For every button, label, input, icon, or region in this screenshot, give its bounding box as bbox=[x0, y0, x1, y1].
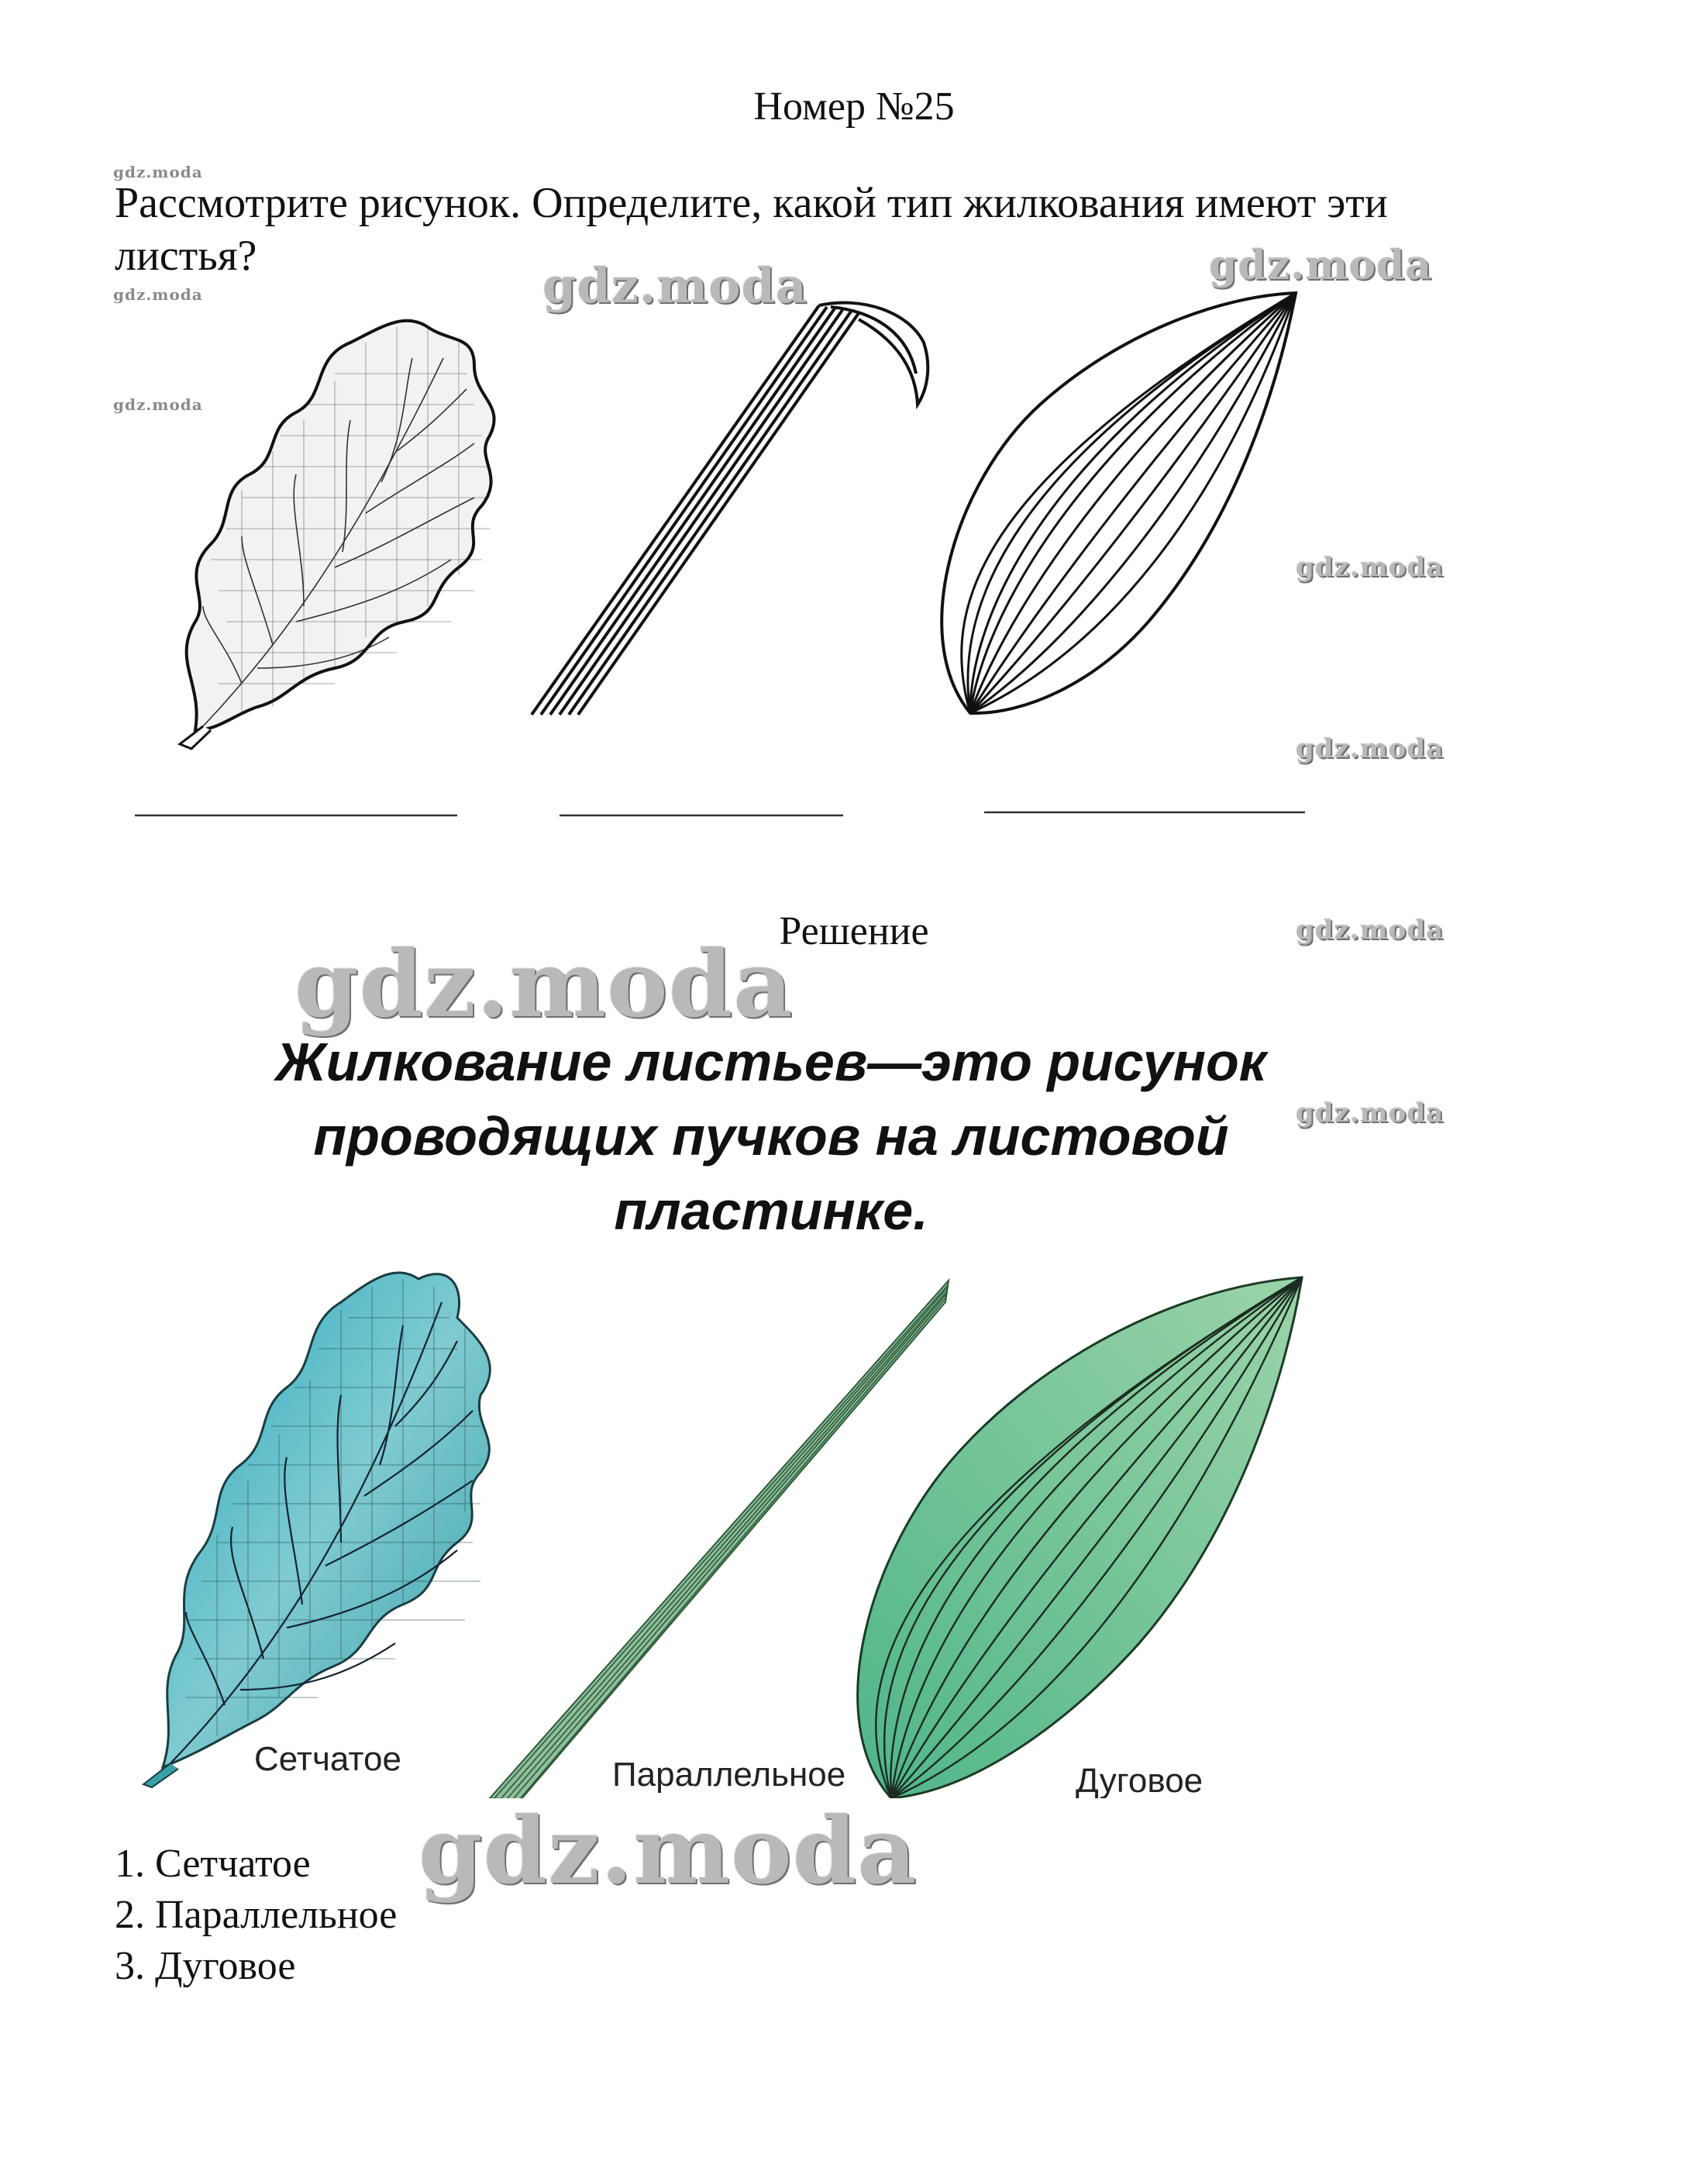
answer-item: 3. Дуговое bbox=[115, 1944, 296, 1988]
arc-veined-leaf-colored bbox=[858, 1277, 1302, 1798]
question-text: Рассмотрите рисунок. Определите, какой тип жилкования имеют эти листья? bbox=[115, 179, 1388, 280]
definition-text: Жилкование листьев—это рисунок проводящих пучков на листовой пластинке. bbox=[275, 1032, 1267, 1241]
watermark-small: gdz.moda bbox=[113, 395, 203, 414]
watermark-xlarge: gdz.moda bbox=[294, 930, 794, 1038]
net-veined-leaf-colored bbox=[143, 1273, 490, 1787]
watermark-medium: gdz.moda bbox=[1296, 733, 1445, 764]
watermark-small: gdz.moda bbox=[113, 163, 203, 181]
watermark-xlarge: gdz.moda bbox=[418, 1797, 918, 1904]
answer-item: 1. Сетчатое bbox=[115, 1842, 311, 1886]
leaf-label-arc: Дуговое bbox=[1076, 1762, 1204, 1798]
question-leaves-figure bbox=[118, 281, 1367, 853]
page-title: Номер №25 bbox=[753, 84, 955, 129]
watermark-medium: gdz.moda bbox=[1296, 552, 1445, 583]
arc-leaf-outline-drawing bbox=[942, 293, 1296, 713]
leaf-label-parallel: Параллельное bbox=[612, 1756, 846, 1794]
watermark-large: gdz.moda bbox=[542, 257, 808, 314]
answer-item: 2. Параллельное bbox=[115, 1893, 398, 1937]
leaf-label-net: Сетчатое bbox=[254, 1740, 401, 1778]
answers-list bbox=[115, 1839, 397, 1992]
answer-blank-lines bbox=[135, 812, 1305, 815]
watermark-medium: gdz.moda bbox=[1209, 242, 1433, 289]
solution-heading: Решение bbox=[779, 909, 929, 953]
watermark-medium: gdz.moda bbox=[1296, 1098, 1445, 1129]
grass-leaf-outline-drawing bbox=[532, 303, 928, 715]
watermark-medium: gdz.moda bbox=[1296, 915, 1445, 946]
oak-leaf-outline-drawing bbox=[180, 321, 494, 749]
watermark-small: gdz.moda bbox=[113, 285, 203, 304]
answer-leaves-figure bbox=[139, 1256, 1348, 1798]
